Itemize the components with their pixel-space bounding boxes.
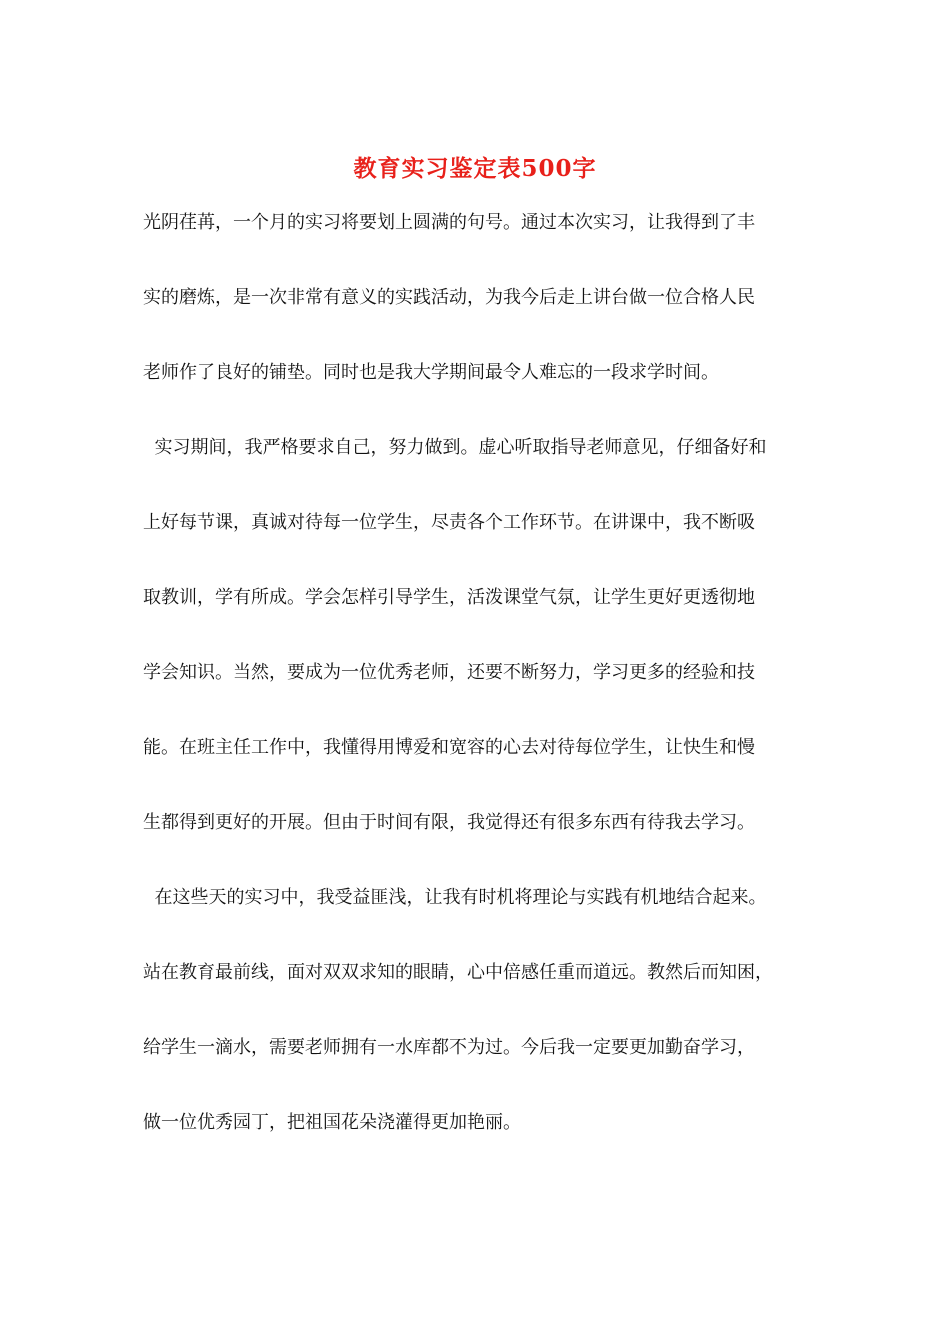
body-line: 上好每节课，真诚对待每一位学生，尽责各个工作环节。在讲课中，我不断吸	[143, 512, 755, 533]
body-line: 学会知识。当然，要成为一位优秀老师，还要不断努力，学习更多的经验和技	[143, 662, 755, 683]
body-line: 光阴荏苒，一个月的实习将要划上圆满的句号。通过本次实习，让我得到了丰	[143, 212, 755, 233]
body-line: 站在教育最前线，面对双双求知的眼睛，心中倍感任重而道远。教然后而知困，	[143, 962, 773, 983]
body-line: 做一位优秀园丁，把祖国花朵浇灌得更加艳丽。	[143, 1112, 521, 1133]
document-title: 教育实习鉴定表500字	[353, 155, 597, 182]
body-line: 取教训，学有所成。学会怎样引导学生，活泼课堂气氛，让学生更好更透彻地	[143, 587, 755, 608]
body-line: 生都得到更好的开展。但由于时间有限，我觉得还有很多东西有待我去学习。	[143, 812, 755, 833]
document-body	[143, 208, 813, 1183]
body-line: 给学生一滴水，需要老师拥有一水库都不为过。今后我一定要更加勤奋学习，	[143, 1037, 755, 1058]
body-line: 老师作了良好的铺垫。同时也是我大学期间最令人难忘的一段求学时间。	[143, 362, 719, 383]
body-line: 能。在班主任工作中，我懂得用博爱和宽容的心去对待每位学生，让快生和慢	[143, 737, 755, 758]
body-line: 实的磨炼，是一次非常有意义的实践活动，为我今后走上讲台做一位合格人民	[143, 287, 755, 308]
body-line: 实习期间，我严格要求自己，努力做到。虚心听取指导老师意见，仔细备好和	[143, 437, 767, 458]
body-line: 在这些天的实习中，我受益匪浅，让我有时机将理论与实践有机地结合起来。	[143, 887, 767, 908]
